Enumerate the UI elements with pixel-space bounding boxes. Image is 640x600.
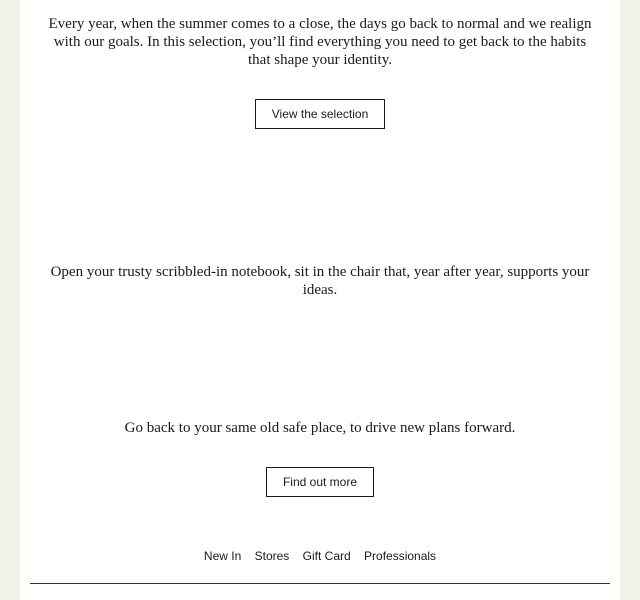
safe-place-paragraph: Go back to your same old safe place, to drive new plans forward. xyxy=(124,420,516,436)
find-out-more-button[interactable]: Find out more xyxy=(266,467,374,497)
notebook-paragraph: Open your trusty scribbled-in notebook, sit in the chair that, year after year, supports your ideas. xyxy=(50,264,590,298)
footer-link-gift-card[interactable]: Gift Card xyxy=(302,549,351,563)
email-content xyxy=(20,0,620,600)
footer-link-professionals[interactable]: Professionals xyxy=(364,549,437,563)
footer-nav xyxy=(20,548,620,564)
footer-divider xyxy=(30,583,610,584)
footer-link-new-in[interactable]: New In xyxy=(203,549,242,563)
footer-link-stores[interactable]: Stores xyxy=(254,549,290,563)
intro-paragraph: Every year, when the summer comes to a close, the days go back to normal and we realign with our goals. In this selection, you’ll find everything you need to get back to the habits that shape your identity. xyxy=(48,16,592,68)
view-selection-button[interactable]: View the selection xyxy=(255,99,385,129)
